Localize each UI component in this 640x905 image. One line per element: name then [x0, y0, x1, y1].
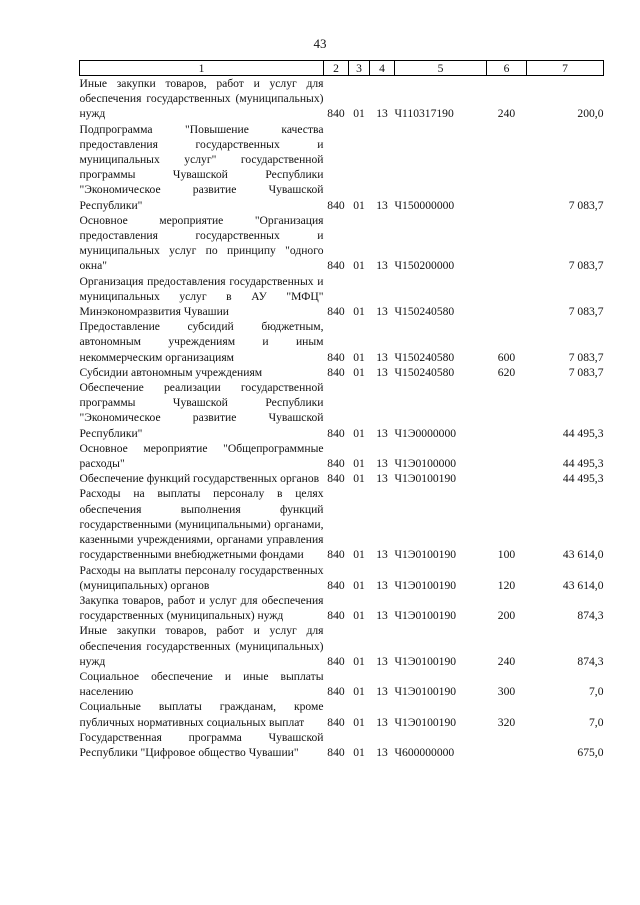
row-subsection: 13: [376, 365, 388, 379]
row-amount: 44 495,3: [562, 457, 604, 471]
row-amount: 7 083,7: [568, 350, 604, 364]
row-expense-type: 100: [497, 548, 516, 562]
row-expense-type: [487, 213, 527, 274]
table-body: [80, 76, 604, 761]
budget-table: [79, 60, 604, 760]
row-section: 01: [353, 305, 365, 319]
row-admin-code: 840: [327, 198, 345, 212]
row-admin-code: 840: [327, 609, 345, 623]
row-amount: 7,0: [589, 715, 604, 729]
row-expense-type: [487, 380, 527, 441]
header-col-4: 4: [370, 61, 395, 76]
row-subsection: 13: [376, 305, 388, 319]
row-section: 01: [353, 259, 365, 273]
row-admin-code: 840: [327, 107, 345, 121]
table-header: [80, 61, 604, 76]
row-target-code: Ч150000000: [394, 198, 455, 212]
row-name: Государственная программа Чувашской Республики "Цифровое общество Чувашии": [79, 730, 324, 759]
row-section: 01: [353, 365, 365, 379]
row-section: 01: [353, 715, 365, 729]
row-expense-type: 620: [497, 365, 516, 379]
table-row: [80, 76, 604, 122]
table-row: [80, 593, 604, 623]
table-row: [80, 319, 604, 365]
row-amount: 200,0: [577, 107, 604, 121]
row-section: 01: [353, 609, 365, 623]
row-expense-type: [487, 730, 527, 760]
row-subsection: 13: [376, 198, 388, 212]
row-admin-code: 840: [327, 365, 345, 379]
row-subsection: 13: [376, 654, 388, 668]
row-amount: 44 495,3: [562, 426, 604, 440]
row-target-code: Ч1Э0100190: [394, 685, 457, 699]
header-col-1: 1: [80, 61, 324, 76]
row-amount: 44 495,3: [562, 472, 604, 486]
row-expense-type: 240: [497, 654, 516, 668]
row-expense-type: 200: [497, 609, 516, 623]
table-row: [80, 669, 604, 699]
row-target-code: Ч600000000: [394, 745, 455, 759]
row-admin-code: 840: [327, 715, 345, 729]
row-subsection: 13: [376, 472, 388, 486]
row-name: Подпрограмма "Повышение качества предоставления государственных и муниципальных услуг" государственной программы Чувашской Республики "Экономическое развитие Чувашской Республики": [79, 122, 324, 212]
row-subsection: 13: [376, 548, 388, 562]
row-name: Социальные выплаты гражданам, кроме публичных нормативных социальных выплат: [79, 700, 324, 729]
row-name: Социальное обеспечение и иные выплаты населению: [79, 669, 324, 699]
table-row: [80, 122, 604, 213]
row-amount: 7 083,7: [568, 259, 604, 273]
row-expense-type: 240: [497, 107, 516, 121]
row-expense-type: [487, 274, 527, 320]
row-amount: 874,3: [577, 609, 604, 623]
row-target-code: Ч1Э0100190: [394, 654, 457, 668]
row-subsection: 13: [376, 578, 388, 592]
row-subsection: 13: [376, 107, 388, 121]
row-target-code: Ч1Э0100190: [394, 472, 457, 486]
row-name: Расходы на выплаты персоналу государственных (муниципальных) органов: [79, 563, 324, 592]
row-section: 01: [353, 472, 365, 486]
row-admin-code: 840: [327, 578, 345, 592]
row-subsection: 13: [376, 609, 388, 623]
row-target-code: Ч150240580: [394, 365, 455, 379]
row-subsection: 13: [376, 457, 388, 471]
row-name: Основное мероприятие "Организация предоставления государственных и муниципальных услуг по принципу "одного окна": [79, 213, 324, 273]
row-expense-type: 320: [497, 715, 516, 729]
page-number: 43: [313, 36, 327, 51]
row-expense-type: 600: [497, 350, 516, 364]
row-expense-type: [487, 441, 527, 471]
row-admin-code: 840: [327, 457, 345, 471]
header-col-2: 2: [324, 61, 349, 76]
row-target-code: Ч1Э0100190: [394, 548, 457, 562]
row-section: 01: [353, 685, 365, 699]
row-section: 01: [353, 107, 365, 121]
row-admin-code: 840: [327, 654, 345, 668]
row-target-code: Ч1Э0100000: [394, 457, 457, 471]
table-row: [80, 213, 604, 274]
row-name: Закупка товаров, работ и услуг для обеспечения государственных (муниципальных) нужд: [79, 593, 324, 623]
table-row: [80, 486, 604, 562]
table-row: [80, 365, 604, 380]
row-subsection: 13: [376, 685, 388, 699]
row-admin-code: 840: [327, 305, 345, 319]
row-name: Иные закупки товаров, работ и услуг для обеспечения государственных (муниципальных) нужд: [79, 77, 324, 121]
row-name: Основное мероприятие "Общепрограммные расходы": [79, 441, 324, 471]
row-name: Расходы на выплаты персоналу в целях обеспечения выполнения функций государственными (муниципальными) органами, казенными учреждениями, органами управления государственными внебюджетными фондами: [79, 487, 324, 562]
row-amount: 7 083,7: [568, 305, 604, 319]
row-section: 01: [353, 426, 365, 440]
row-amount: 43 614,0: [562, 578, 604, 592]
row-admin-code: 840: [327, 350, 345, 364]
row-admin-code: 840: [327, 426, 345, 440]
row-name: Организация предоставления государственных и муниципальных услуг в АУ "МФЦ" Минэкономразвития Чувашии: [79, 274, 324, 319]
row-amount: 43 614,0: [562, 548, 604, 562]
row-expense-type: 300: [497, 685, 516, 699]
row-name: Обеспечение реализации государственной программы Чувашской Республики "Экономическое развитие Чувашской Республики": [79, 381, 324, 440]
row-admin-code: 840: [327, 548, 345, 562]
row-expense-type: 120: [497, 578, 516, 592]
row-admin-code: 840: [327, 472, 345, 486]
table-row: [80, 380, 604, 441]
row-name: Предоставление субсидий бюджетным, автономным учреждениям и иным некоммерческим организациям: [79, 320, 324, 364]
row-amount: 7,0: [589, 685, 604, 699]
table-row: [80, 563, 604, 593]
row-subsection: 13: [376, 715, 388, 729]
row-admin-code: 840: [327, 259, 345, 273]
row-subsection: 13: [376, 745, 388, 759]
table-row: [80, 471, 604, 486]
row-expense-type: [487, 122, 527, 213]
row-amount: 675,0: [577, 745, 604, 759]
row-target-code: Ч1Э0100190: [394, 609, 457, 623]
table-row: [80, 274, 604, 320]
row-subsection: 13: [376, 350, 388, 364]
table-row: [80, 623, 604, 669]
header-col-5: 5: [395, 61, 487, 76]
row-amount: 7 083,7: [568, 198, 604, 212]
row-name: Иные закупки товаров, работ и услуг для обеспечения государственных (муниципальных) нужд: [79, 624, 324, 668]
row-target-code: Ч1Э0100190: [394, 578, 457, 592]
row-section: 01: [353, 654, 365, 668]
row-section: 01: [353, 745, 365, 759]
row-subsection: 13: [376, 426, 388, 440]
row-section: 01: [353, 350, 365, 364]
header-col-6: 6: [487, 61, 527, 76]
header-col-3: 3: [349, 61, 370, 76]
row-name: Обеспечение функций государственных органов: [79, 472, 320, 486]
header-row: [80, 61, 604, 76]
row-name: Субсидии автономным учреждениям: [79, 365, 263, 379]
table-row: [80, 441, 604, 471]
row-target-code: Ч150240580: [394, 305, 455, 319]
row-target-code: Ч1Э0100190: [394, 715, 457, 729]
row-admin-code: 840: [327, 745, 345, 759]
row-section: 01: [353, 548, 365, 562]
row-target-code: Ч110317190: [394, 107, 454, 121]
row-section: 01: [353, 578, 365, 592]
row-section: 01: [353, 198, 365, 212]
table-row: [80, 730, 604, 760]
row-target-code: Ч1Э0000000: [394, 426, 457, 440]
row-amount: 874,3: [577, 654, 604, 668]
row-section: 01: [353, 457, 365, 471]
row-target-code: Ч150200000: [394, 259, 455, 273]
header-col-7: 7: [527, 61, 604, 76]
row-admin-code: 840: [327, 685, 345, 699]
row-amount: 7 083,7: [568, 365, 604, 379]
row-expense-type: [487, 471, 527, 486]
row-subsection: 13: [376, 259, 388, 273]
table-row: [80, 699, 604, 729]
row-target-code: Ч150240580: [394, 350, 455, 364]
